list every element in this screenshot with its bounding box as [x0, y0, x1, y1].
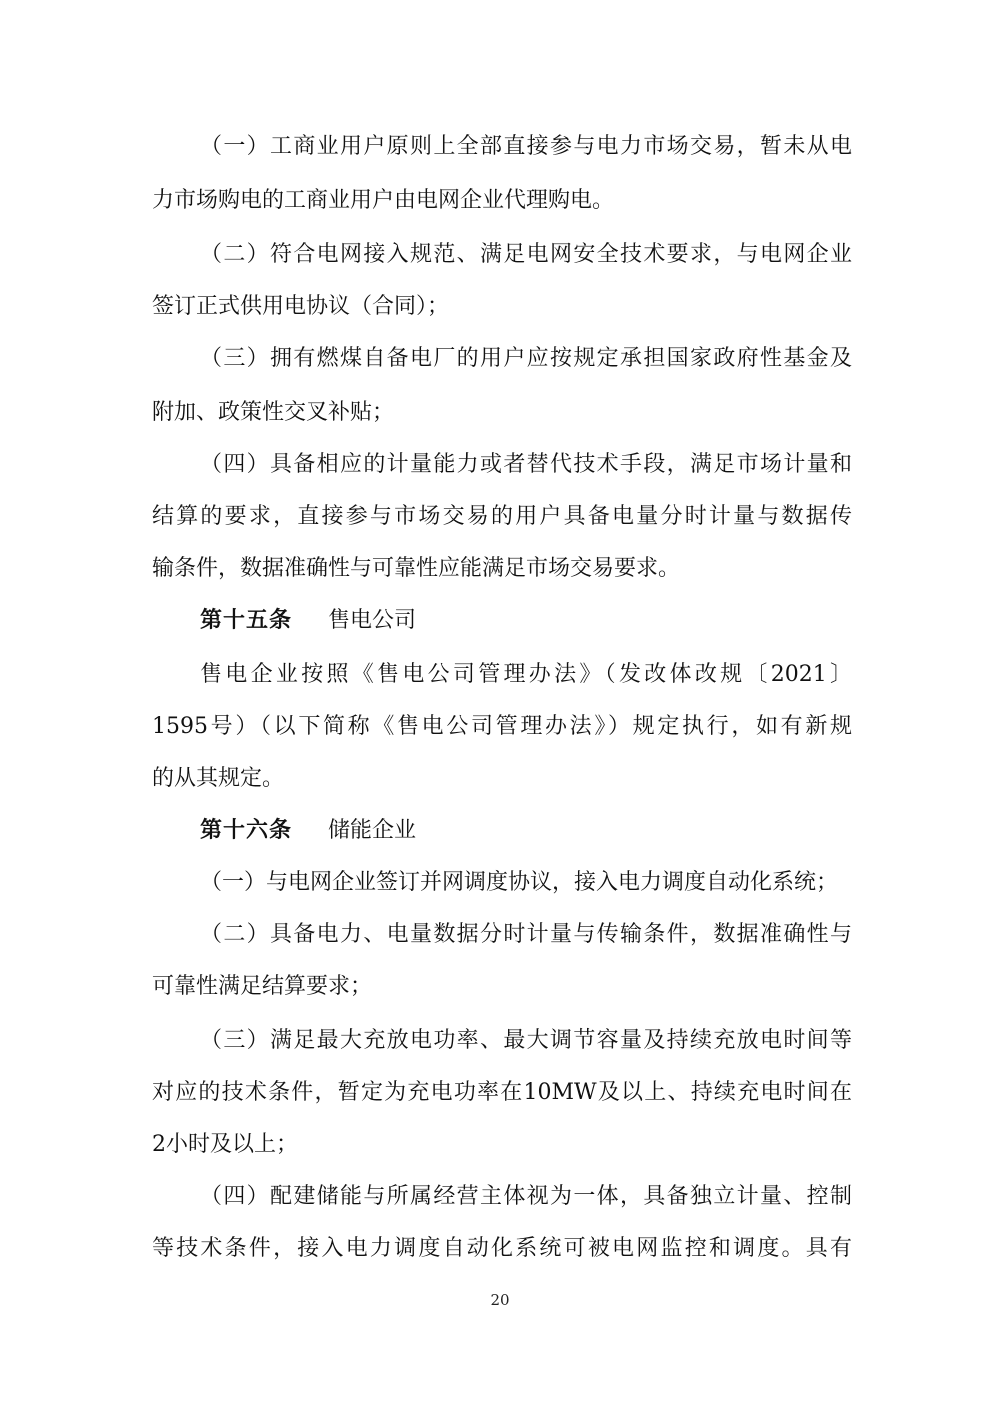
- paragraph-line: 结算的要求，直接参与市场交易的用户具备电量分时计量与数据传: [152, 504, 852, 529]
- paragraph-line: （三）满足最大充放电功率、最大调节容量及持续充放电时间等: [200, 1028, 852, 1053]
- paragraph-line: 力市场购电的工商业用户由电网企业代理购电。: [152, 188, 615, 213]
- paragraph-line: （二）具备电力、电量数据分时计量与传输条件，数据准确性与: [200, 922, 852, 947]
- paragraph-line: 等技术条件，接入电力调度自动化系统可被电网监控和调度。具有: [152, 1236, 852, 1261]
- article-heading-16: [200, 816, 416, 846]
- paragraph-line: 签订正式供用电协议（合同）；: [152, 294, 450, 319]
- paragraph-line: （四）配建储能与所属经营主体视为一体，具备独立计量、控制: [200, 1184, 852, 1209]
- paragraph-line: （一）工商业用户原则上全部直接参与电力市场交易，暂未从电: [200, 134, 852, 159]
- paragraph-line: 的从其规定。: [152, 766, 285, 791]
- article-number: 第十六条: [200, 818, 293, 843]
- article-number: 第十五条: [200, 608, 293, 633]
- page-number: 20: [490, 1291, 510, 1309]
- paragraph-line: （一）与电网企业签订并网调度协议，接入电力调度自动化系统；: [200, 870, 839, 895]
- paragraph-line: （二）符合电网接入规范、满足电网安全技术要求，与电网企业: [200, 242, 852, 267]
- paragraph-line: 2小时及以上；: [152, 1132, 298, 1157]
- paragraph-line: （四）具备相应的计量能力或者替代技术手段，满足市场计量和: [200, 452, 852, 477]
- paragraph-line: 附加、政策性交叉补贴；: [152, 400, 395, 425]
- paragraph-line: 对应的技术条件，暂定为充电功率在10MW及以上、持续充电时间在: [152, 1080, 852, 1105]
- paragraph-line: （三）拥有燃煤自备电厂的用户应按规定承担国家政府性基金及: [200, 346, 852, 371]
- article-title: 售电公司: [328, 608, 417, 633]
- paragraph-line: 可靠性满足结算要求；: [152, 974, 373, 999]
- paragraph-line: 输条件，数据准确性与可靠性应能满足市场交易要求。: [152, 556, 681, 581]
- paragraph-line: 1595号）（以下简称《售电公司管理办法》）规定执行，如有新规: [152, 714, 852, 739]
- paragraph-line: 售电企业按照《售电公司管理办法》（发改体改规〔2021〕: [200, 662, 852, 687]
- article-heading-15: [200, 606, 416, 636]
- article-title: 储能企业: [328, 818, 417, 843]
